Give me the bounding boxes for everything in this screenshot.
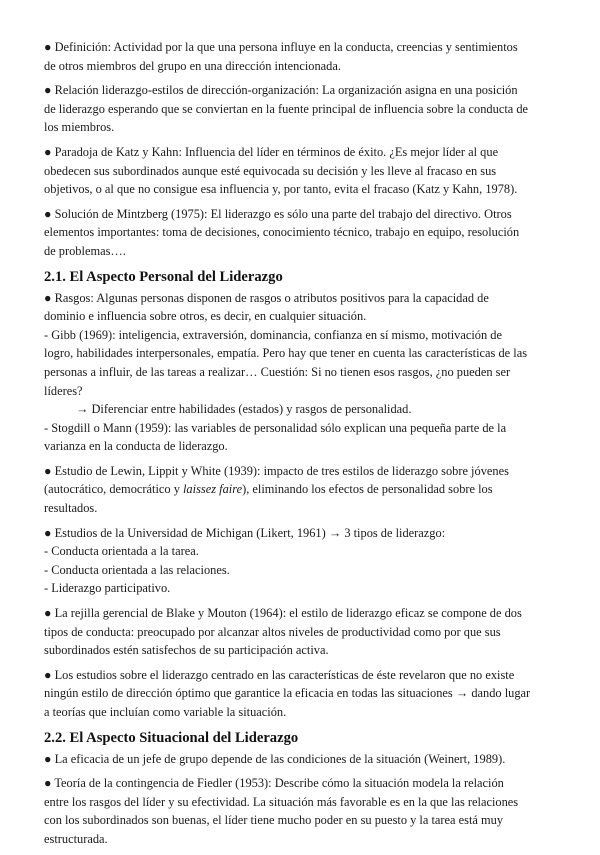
text-line: ● Paradoja de Katz y Kahn: Influencia del líder en términos de éxito. ¿Es mejor líder al que bbox=[44, 144, 499, 159]
text-line: los miembros. bbox=[44, 120, 115, 135]
paragraph-eficacia bbox=[44, 750, 564, 769]
document-page bbox=[44, 38, 564, 855]
text-line: ● Teoría de la contingencia de Fiedler (1953): Describe cómo la situación modela la relación bbox=[44, 776, 504, 791]
paragraph-blake-mouton bbox=[44, 604, 564, 660]
text-line: objetivos, o al que no consigue esa influencia y, por tanto, evita el fracaso (Katz y Kahn, 1978). bbox=[44, 182, 518, 197]
text-line: varianza en la conducta de liderazgo. bbox=[44, 439, 228, 454]
text-line: ● Definición: Actividad por la que una persona influye en la conducta, creencias y sentimientos bbox=[44, 40, 518, 54]
text-line: - Gibb (1969): inteligencia, extraversión, dominancia, confianza en sí mismo, motivación de bbox=[44, 327, 502, 342]
text-line: dominio e influencia sobre otros, es decir, en cualquier situación. bbox=[44, 309, 367, 324]
text-line: (autocrático, democrático y laissez faire), eliminando los efectos de personalidad sobre los bbox=[44, 482, 493, 497]
text-line: de liderazgo esperando que se conviertan en la fuente principal de influencia sobre la conducta de bbox=[44, 101, 529, 116]
text-line: estructurada. bbox=[44, 831, 108, 846]
paragraph-mintzberg bbox=[44, 205, 564, 261]
text-line-indented: → Diferenciar entre habilidades (estados) y rasgos de personalidad. bbox=[76, 402, 412, 417]
text-line: a teorías que incluían como variable la situación. bbox=[44, 705, 287, 719]
paragraph-estudios-liderazgo bbox=[44, 666, 564, 722]
paragraph-paradoja bbox=[44, 143, 564, 199]
italic-term: laissez faire bbox=[182, 482, 243, 497]
paragraph-rasgos bbox=[44, 289, 564, 456]
text-line: logro, habilidades interpersonales, empatía. Pero hay que tener en cuenta las características de las bbox=[44, 346, 528, 361]
text-line: - Conducta orientada a las relaciones. bbox=[44, 562, 230, 577]
text-line: resultados. bbox=[44, 501, 98, 516]
text-line: líderes? bbox=[44, 383, 83, 398]
text-line: ningún estilo de dirección óptimo que garantice la eficacia en todas las situaciones → dando lugar bbox=[44, 686, 531, 701]
paragraph-michigan bbox=[44, 524, 564, 598]
text-line: tipos de conducta: preocupado por alcanzar altos niveles de productividad como por que sus bbox=[44, 624, 501, 639]
text-line: entre los rasgos del líder y su efectividad. La situación más favorable es en la que las relaciones bbox=[44, 794, 519, 809]
text-line: ● Rasgos: Algunas personas disponen de rasgos o atributos positivos para la capacidad de bbox=[44, 290, 489, 305]
text-line: personas a influir, de las tareas a realizar… Cuestión: Si no tienen esos rasgos, ¿no pueden ser bbox=[44, 364, 511, 379]
text-line: ● Estudios de la Universidad de Michigan (Likert, 1961) → 3 tipos de liderazgo: bbox=[44, 525, 446, 540]
text-line: - Conducta orientada a la tarea. bbox=[44, 544, 199, 559]
text-line: obedecen sus subordinados aunque esté equivocada su decisión y les lleve al fracaso en sus bbox=[44, 163, 497, 178]
text-line: - Stogdill o Mann (1959): las variables de personalidad sólo explican una pequeña parte de la bbox=[44, 420, 507, 435]
section-heading-situacional: 2.2. El Aspecto Situacional del Liderazgo bbox=[44, 729, 299, 746]
text-line: elementos importantes: toma de decisiones, conocimiento técnico, trabajo en equipo, resolución bbox=[44, 225, 520, 240]
text-line: ● Solución de Mintzberg (1975): El liderazgo es sólo una parte del trabajo del directivo. Otros bbox=[44, 206, 512, 221]
text-line: de problemas…. bbox=[44, 243, 126, 258]
paragraph-fiedler bbox=[44, 774, 564, 848]
text-line: ● Estudio de Lewin, Lippit y White (1939): impacto de tres estilos de liderazgo sobre jóvenes bbox=[44, 463, 509, 478]
paragraph-lewin bbox=[44, 462, 564, 518]
text-line: - Liderazgo participativo. bbox=[44, 581, 171, 596]
text-line: ● Los estudios sobre el liderazgo centrado en las características de éste revelaron que no existe bbox=[44, 667, 515, 682]
text-line: subordinados estén satisfechos de su participación activa. bbox=[44, 643, 329, 658]
text-line: de otros miembros del grupo en una dirección intencionada. bbox=[44, 58, 341, 73]
text-line: ● La rejilla gerencial de Blake y Mouton (1964): el estilo de liderazgo eficaz se compone de dos bbox=[44, 606, 522, 621]
paragraph-relacion bbox=[44, 81, 564, 137]
section-heading-personal: 2.1. El Aspecto Personal del Liderazgo bbox=[44, 268, 283, 285]
text-line: ● Relación liderazgo-estilos de dirección-organización: La organización asigna en una posición bbox=[44, 83, 518, 98]
paragraph-definicion bbox=[44, 38, 564, 75]
text-line: ● La eficacia de un jefe de grupo depende de las condiciones de la situación (Weinert, 1989). bbox=[44, 751, 506, 766]
text-line: con los subordinados son buenas, el líder tiene mucho poder en su puesto y la tarea está muy bbox=[44, 813, 504, 828]
